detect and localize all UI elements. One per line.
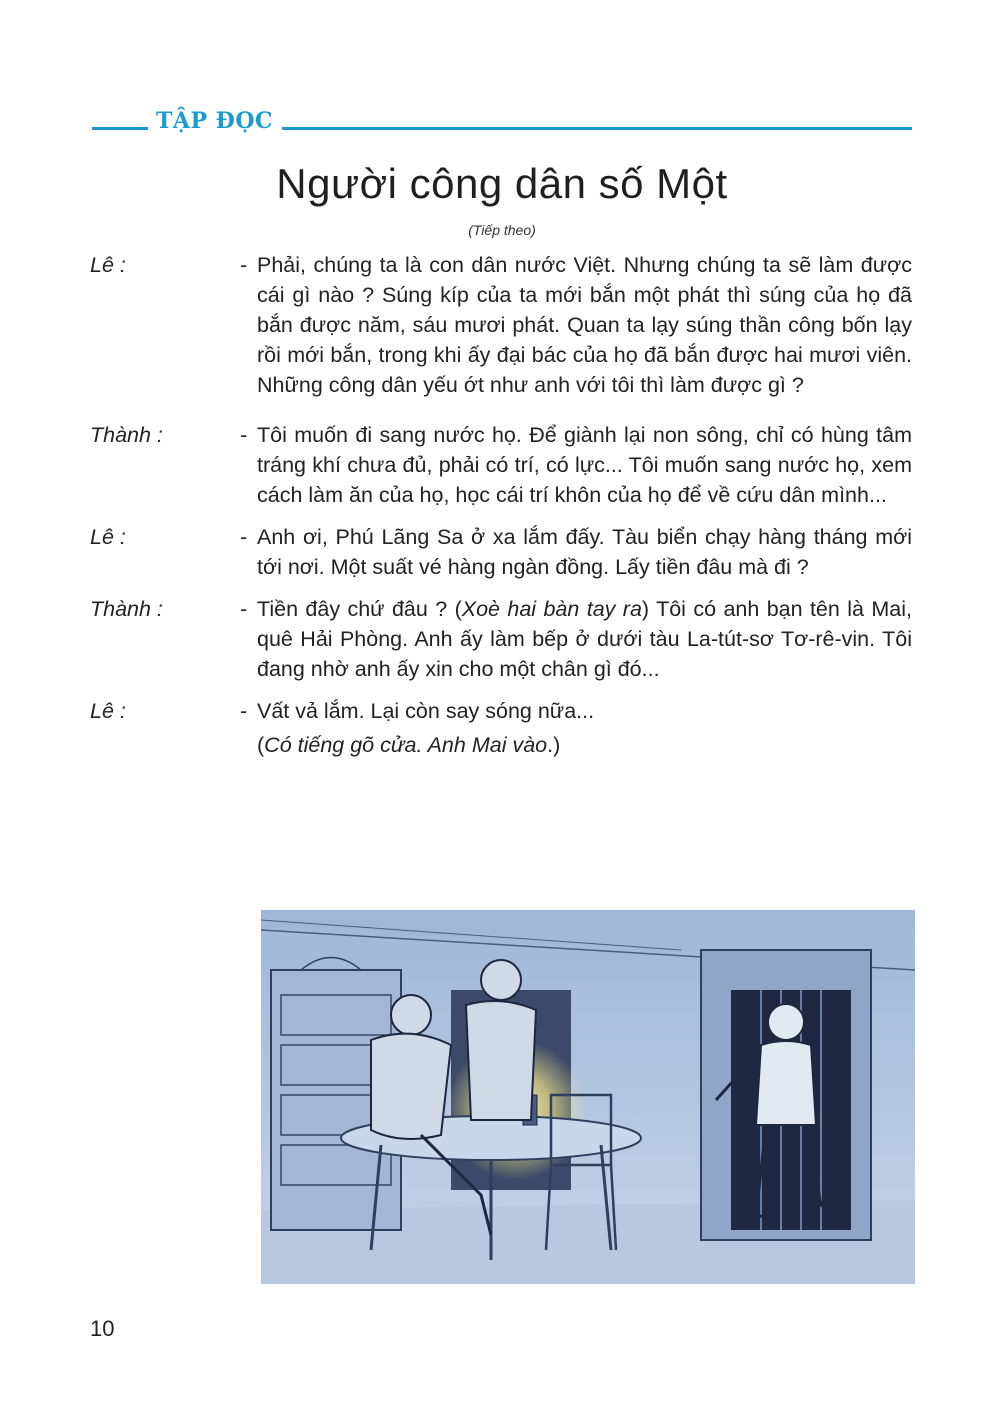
section-header [92, 108, 912, 138]
speaker: Thành : [90, 597, 163, 621]
speech: - Tiền đây chứ đâu ? (Xoè hai bàn tay ra) Tôi có anh bạn tên là Mai, quê Hải Phòng. Anh ấy làm bếp ở dưới tàu La-tút-sơ Tơ-rê-vin. Tôi đang nhờ anh ấy xin cho một chân gì đó... [240, 597, 912, 681]
lesson-subtitle: (Tiếp theo) [468, 222, 536, 238]
inline-stage-direction: Xoè hai bàn tay ra [461, 597, 642, 621]
speech-text: Phải, chúng ta là con dân nước Việt. Nhưng chúng ta sẽ làm được cái gì nào ? Súng kíp của ta mới bắn một phát thì súng của họ đã bắn được năm, sáu mươi phát. Quan ta lạy súng thần công bốn lạy rồi mới bắn, trong khi ấy đại bác của họ đã bắn được hai mươi viên. Những công dân yếu ớt như anh với tôi thì làm được gì ? [257, 253, 912, 397]
speaker: Lê : [90, 699, 126, 723]
speech: - Vất vả lắm. Lại còn say sóng nữa... [240, 699, 595, 723]
speech-text: Vất vả lắm. Lại còn say sóng nữa... [257, 699, 595, 723]
speech: - Anh ơi, Phú Lãng Sa ở xa lắm đấy. Tàu biển chạy hàng tháng mới tới nơi. Một suất vé hàng ngàn đồng. Lấy tiền đâu mà đi ? [240, 525, 912, 579]
dialogue-turn [90, 522, 912, 582]
page-number: 10 [90, 1316, 115, 1341]
scene-illustration [261, 910, 915, 1284]
header-rule-right [282, 127, 912, 130]
section-label: TẬP ĐỌC [156, 108, 274, 134]
speaker: Lê : [90, 253, 126, 277]
lesson-title: Người công dân số Một [276, 160, 728, 207]
speech-text: ) Tôi có anh bạn tên là Mai, quê Hải Phòng. Anh ấy làm bếp ở dưới tàu La-tút-sơ Tơ-rê-vin. Tôi đang nhờ anh ấy xin cho một chân gì đó... [257, 597, 912, 681]
speech-text: Tôi muốn đi sang nước họ. Để giành lại non sông, chỉ có hùng tâm tráng khí chưa đủ, phải có trí, có lực... Tôi muốn sang nước họ, xem cách làm ăn của họ, học cái trí khôn của họ để về cứu dân mình... [257, 423, 912, 507]
header-rule-left [92, 127, 148, 130]
speech-text: Tiền đây chứ đâu ? ( [257, 597, 462, 621]
speech: - Tôi muốn đi sang nước họ. Để giành lại non sông, chỉ có hùng tâm tráng khí chưa đủ, phải có trí, có lực... Tôi muốn sang nước họ, xem cách làm ăn của họ, học cái trí khôn của họ để về cứu dân mình... [240, 423, 912, 507]
dialogue-turn [90, 594, 912, 684]
speech-text: Anh ơi, Phú Lãng Sa ở xa lắm đấy. Tàu biển chạy hàng tháng mới tới nơi. Một suất vé hàng ngàn đồng. Lấy tiền đâu mà đi ? [257, 525, 912, 579]
speaker: Lê : [90, 525, 126, 549]
stage-direction: (Có tiếng gõ cửa. Anh Mai vào.) [257, 733, 561, 757]
dialogue-turn [90, 420, 912, 510]
speech: - Phải, chúng ta là con dân nước Việt. Nhưng chúng ta sẽ làm được cái gì nào ? Súng kíp của ta mới bắn một phát thì súng của họ đã bắn được năm, sáu mươi phát. Quan ta lạy súng thần công bốn lạy rồi mới bắn, trong khi ấy đại bác của họ đã bắn được hai mươi viên. Những công dân yếu ớt như anh với tôi thì làm được gì ? [240, 253, 912, 397]
speaker: Thành : [90, 423, 163, 447]
dialogue [90, 250, 912, 760]
dialogue-turn [90, 250, 912, 400]
dialogue-turn [90, 696, 912, 726]
